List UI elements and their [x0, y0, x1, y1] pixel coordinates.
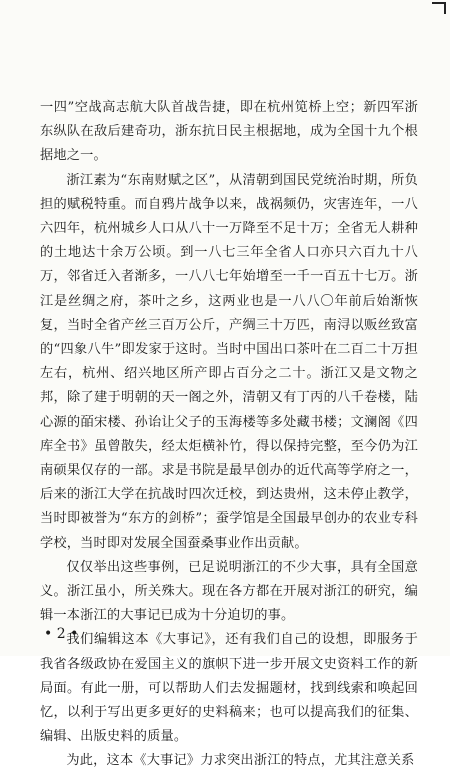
paragraph-5: 为此，这本《大事记》力求突出浙江的特点，尤其注意关系	[66, 753, 415, 769]
page-number: • 2 •	[44, 626, 79, 642]
paragraph-4: 我们编辑这本《大事记》，还有我们自己的设想，即服务于我省各级政协在爱国主义的旗帜下进一步开展文史资料工作的新局面。有此一册，可以帮助人们去发掘题材，找到线索和唤起回忆，以利于写出更多更好的史料稿来；也可以提高我们的征集、编辑、出版史料的质量。	[40, 632, 418, 745]
paragraph-1: 一四”空战高志航大队首战告捷，即在杭州笕桥上空；新四军浙东纵队在敌后建奇功，浙东抗日民主根据地，成为全国十九个根据地之一。	[40, 100, 418, 164]
body-text	[40, 96, 418, 774]
paragraph-2: 浙江素为“东南财赋之区”，从清朝到国民党统治时期，所负担的赋税特重。而自鸦片战争以来，战祸频仍，灾害连年，一八六四年，杭州城乡人口从八十一万降至不足十万；全省无人耕种的土地达十余万公顷。到一八七三年全省人口亦只六百九十八万，邻省迁入者渐多，一八八七年始增至一千一百五十七万。浙江是丝绸之府，茶叶之乡，这两业也是一八八〇年前后始渐恢复，当时全省产丝三百万公斤，产绸三十万匹，南浔以贩丝致富的“四象八牛”即发家于这时。当时中国出口茶叶在二百二十万担左右，杭州、绍兴地区所产即占百分之二十。浙江又是文物之邦，除了建于明朝的天一阁之外，清朝又有丁丙的八千卷楼，陆心源的皕宋楼、孙诒让父子的玉海楼等多处藏书楼；文澜阁《四库全书》虽曾散失，经太炬横补竹，得以保持完整，至今仍为江南硕果仅存的一部。求是书院是最早创办的近代高等学府之一，后来的浙江大学在抗战时四次迁校，到达贵州，这未停止教学，当时即被誉为“东方的剑桥”；蚕学馆是全国最早创办的农业专科学校，当时即对发展全国蚕桑事业作出贡献。	[40, 172, 418, 551]
corner-mark	[432, 2, 446, 14]
paragraph-3: 仅仅举出这些事例，已足说明浙江的不少大事，具有全国意义。浙江虽小，所关殊大。现在各方都在开展对浙江的研究，编辑一本浙江的大事记已成为十分迫切的事。	[40, 559, 418, 624]
